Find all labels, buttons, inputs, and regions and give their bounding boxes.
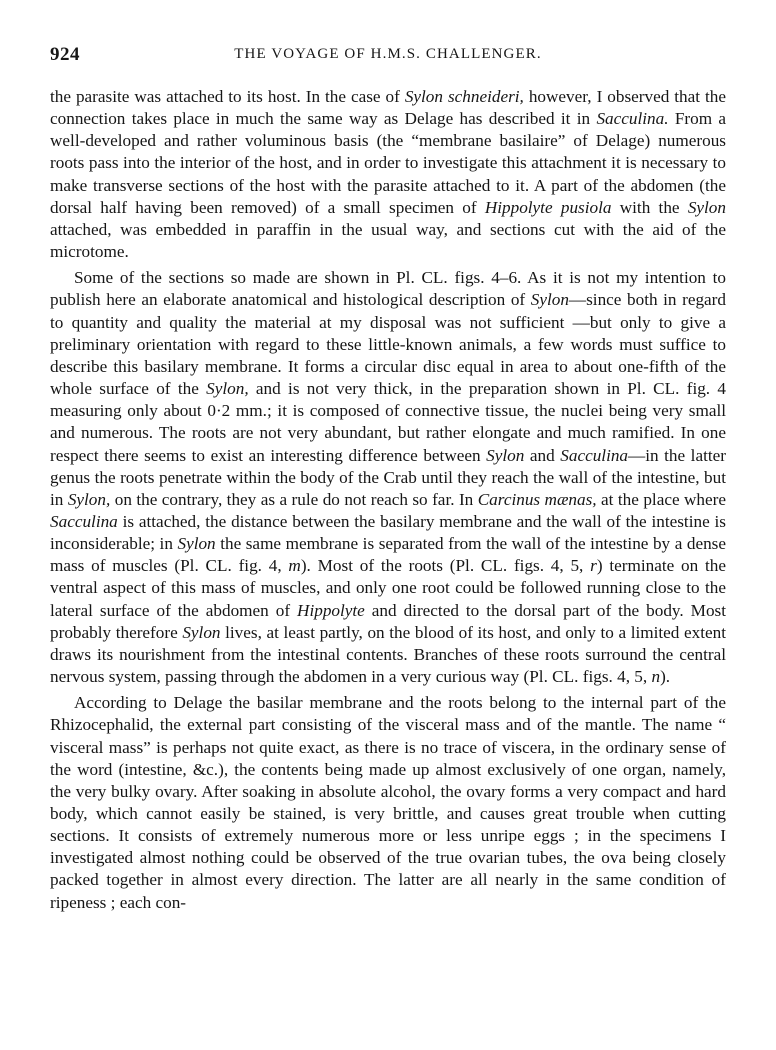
text-run: the parasite was attached to its host. In the case of [50,87,405,106]
text-run: According to Delage the basilar membrane and the roots belong to the internal part of the Rhizocephalid, the external part consisting of the visceral mass and of the mantle. The name “ visceral mass” is perhaps not quite exact, as there is no trace of viscera, in the ordinary sense of the word (intestine, &c.), the contents being made up almost exclusively of one organ, namely, the very bulky ovary. After soaking in absolute alcohol, the ovary forms a very compact and hard body, which cannot easily be stained, is very brittle, and causes great trouble when cutting sections. It consists of extremely numerous more or less unripe eggs ; in the specimens I investigated almost nothing could be observed of the true ovarian tubes, the ova being closely packed together in almost every direction. The latter are all nearly in the same condition of ripeness ; each con- [50,693,726,912]
paragraph [50,692,726,914]
text-run: ). [660,667,671,687]
text-run: From a well-developed and rather voluminous basis (the “membrane basilaire” of Delage) numerous roots pass into the interior of the host, and in order to investigate this attachment it is necessary to make transverse sections of the host with the parasite attached to it. A part of the abdomen (the dorsal half having been removed) of a small specimen of [50,109,727,217]
italic-text: Carcinus mænas, [477,489,597,509]
text-run: —in the latter genus the roots penetrate within the body of the Crab until they reach the wall of the intestine, but in [50,445,726,509]
italic-text: Sylon, [67,489,111,509]
text-run: is attached, the distance between the basilary membrane and the wall of the intestine is inconsiderable; in [50,511,726,554]
paragraph [50,267,726,688]
italic-text: Sacculina [50,511,118,531]
text-run: and directed to the dorsal part of the body. Most probably therefore [50,600,727,642]
text-run: Some of the sections so made are shown in Pl. CL. figs. 4–6. As it is not my intention to publish here an elaborate anatomical and histological description of [50,268,726,310]
text-run: however, I observed that the connection takes place in much the same way as Delage has described it in [50,87,727,129]
page-header [50,44,726,72]
italic-text: Sylon [486,445,525,465]
paragraph [50,86,726,263]
italic-text: r [590,556,597,576]
italic-text: Sylon, [206,379,249,399]
text-run: the same membrane is separated from the wall of the intestine by a dense mass of muscles (Pl. CL. fig. 4, [50,534,726,576]
italic-text: Sacculina [560,445,629,465]
italic-text: Sylon [687,197,726,217]
italic-text: Sylon [177,534,216,554]
text-run: at the place where [596,489,727,509]
italic-text: Hippolyte [297,600,365,620]
text-run: ). Most of the roots (Pl. CL. figs. 4, 5, [300,556,591,576]
italic-text: n [651,667,661,687]
text-run: lives, at least partly, on the blood of its host, and only to a limited extent draws its nourishment from the intestinal contents. Branches of these roots surround the central nervous system, passing through the abdomen in a very curious way (Pl. CL. figs. 4, 5, [50,622,726,687]
body-text [50,86,726,918]
italic-text: Sylon schneideri, [404,87,524,106]
text-run: attached, was embedded in paraffin in the usual way, and sections cut with the aid of the microtome. [50,219,726,262]
italic-text: Hippolyte pusiola [484,197,612,217]
italic-text: Sylon [530,290,569,310]
text-run: —since both in regard to quantity and quality the material at my disposal was not sufficient —but only to give a preliminary orientation with regard to these little-known animals, a few words must suffice to describe this basilary membrane. It forms a circular disc equal in area to about one-fifth of the whole surface of the [50,290,726,399]
text-run: and is not very thick, in the preparation shown in Pl. CL. fig. 4 measuring only about 0·2 mm.; it is composed of connective tissue, the nuclei being very small and numerous. The roots are not very abundant, but rather elongate and much ramified. In one respect there seems to exist an interesting difference between [50,379,727,465]
text-run: with the [611,197,688,217]
italic-text: Sacculina. [596,109,669,129]
text-run: ) terminate on the ventral aspect of this mass of muscles, and only one root could be followed running close to the lateral surface of the abdomen of [50,556,726,620]
text-run: on the contrary, they as a rule do not reach so far. In [110,489,478,509]
italic-text: Sylon [182,622,221,642]
italic-text: m [288,556,301,576]
text-run: and [524,445,561,465]
running-title: THE VOYAGE OF H.M.S. CHALLENGER. [234,46,542,62]
page-number: 924 [50,44,80,65]
